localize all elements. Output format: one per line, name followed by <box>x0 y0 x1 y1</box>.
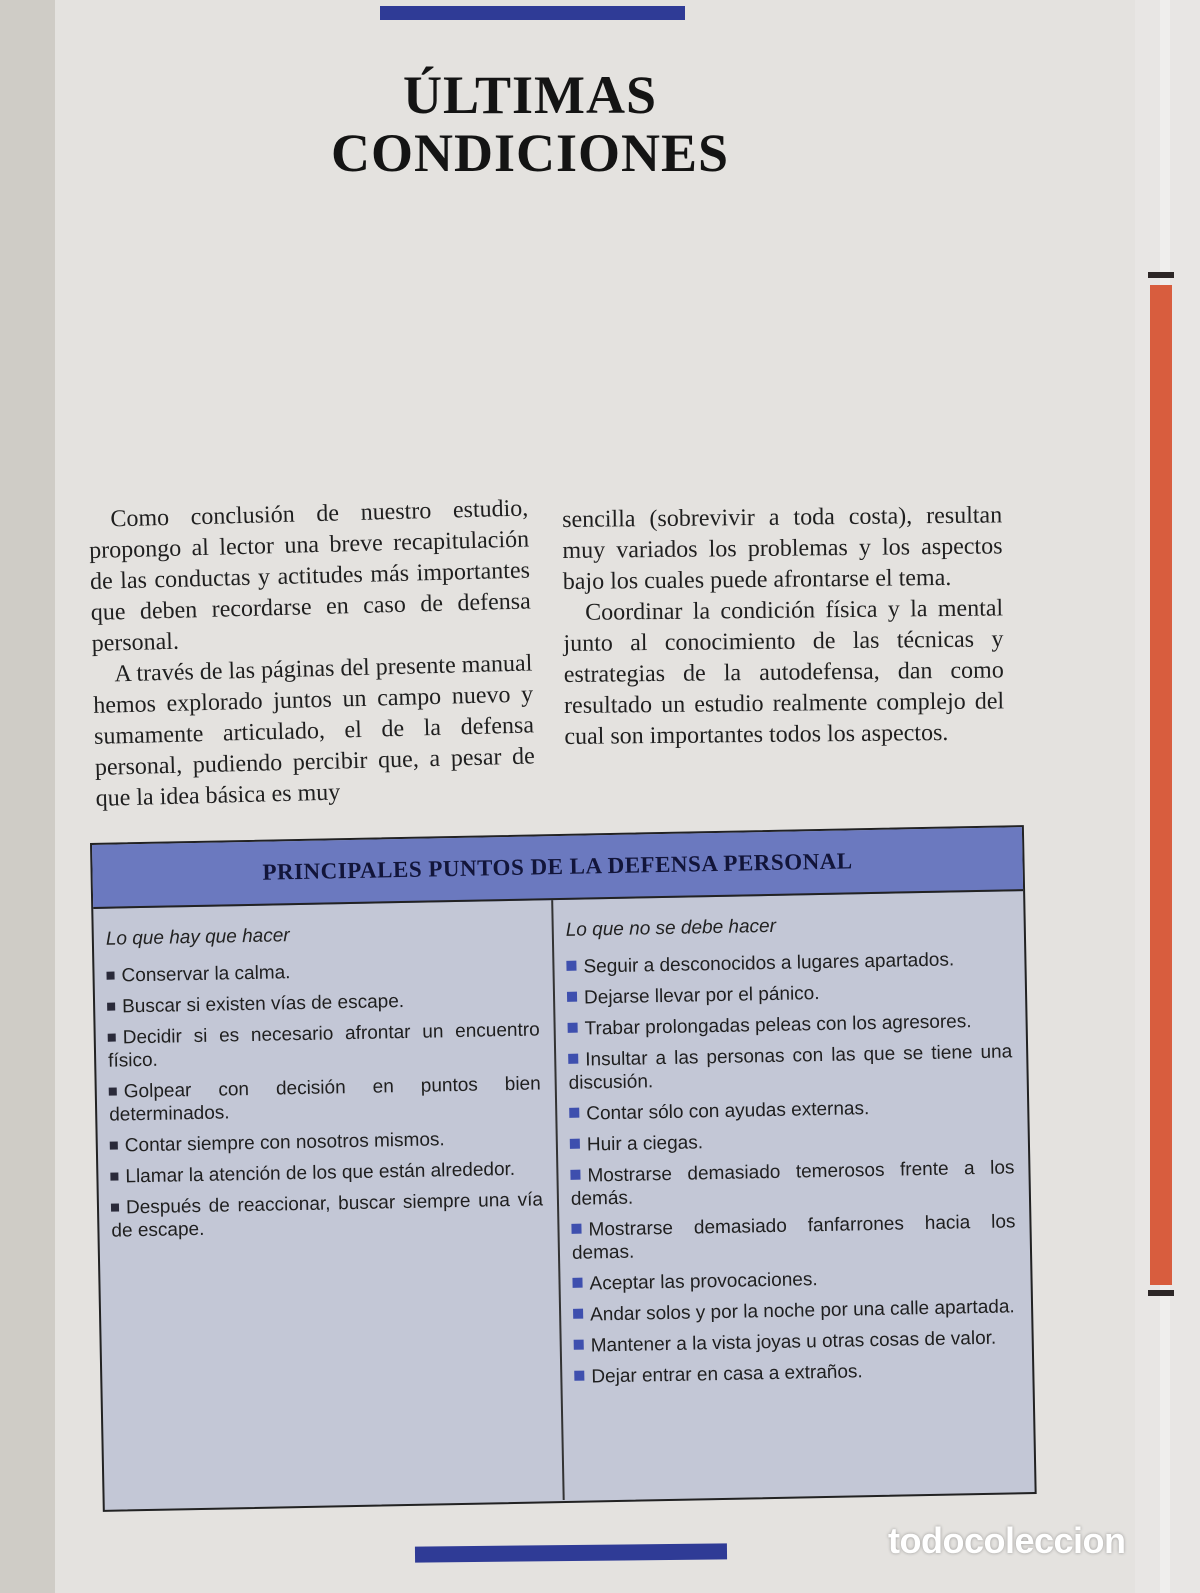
square-bullet-icon <box>574 1340 584 1350</box>
square-bullet-icon <box>566 961 576 971</box>
title-line-1: ÚLTIMAS <box>402 65 658 126</box>
square-bullet-icon <box>107 1003 115 1011</box>
list-item-text: Andar solos y por la noche por una calle apartada. <box>589 1296 1015 1326</box>
square-bullet-icon <box>109 1088 117 1096</box>
list-item-text: Contar siempre con nosotros mismos. <box>124 1129 445 1157</box>
side-tab <box>1150 285 1172 1285</box>
table-body <box>93 891 1034 1509</box>
key-points-table <box>90 825 1037 1512</box>
list-item-text: Aceptar las provocaciones. <box>589 1269 818 1295</box>
list-item <box>574 1326 1018 1358</box>
square-bullet-icon <box>569 1108 579 1118</box>
square-bullet-icon <box>570 1170 580 1180</box>
list-item <box>572 1264 1016 1296</box>
list-item-text: Después de reaccionar, buscar siempre una vía de escape. <box>111 1189 544 1242</box>
list-item-text: Mostrarse demasiado fanfarrones hacia los demas. <box>571 1211 1016 1264</box>
top-accent-bar <box>380 6 685 20</box>
list-item <box>109 1072 542 1126</box>
list-item-text: Seguir a desconocidos a lugares apartados. <box>583 949 955 978</box>
do-column-heading: Lo que hay que hacer <box>105 925 290 950</box>
side-tab-bottom-line <box>1148 1290 1174 1296</box>
list-item <box>111 1188 544 1242</box>
list-item <box>570 1125 1014 1157</box>
list-item <box>567 1009 1011 1041</box>
list-item-text: Huir a ciegas. <box>586 1132 704 1156</box>
list-item <box>573 1295 1017 1327</box>
list-item-text: Mantener a la vista joyas u otras cosas de valor. <box>590 1327 997 1357</box>
list-item <box>567 978 1011 1010</box>
list-item-text: Insultar a las personas con las que se tiene una discusión. <box>568 1041 1013 1094</box>
square-bullet-icon <box>108 1034 116 1042</box>
body-paragraph: sencilla (sobrevivir a toda costa), resultan muy variados los problemas y los aspectos bajo los cuales puede afrontarse el tema. <box>562 502 1003 595</box>
dont-list <box>566 947 1018 1388</box>
dont-column-heading: Lo que no se debe hacer <box>565 915 777 941</box>
dont-column <box>553 891 1034 1500</box>
list-item <box>570 1156 1015 1211</box>
body-paragraph: Coordinar la condición física y la mental junto al conocimiento de las técnicas y estrategias de la autodefensa, dan como resultado un estudio realmente complejo del cual son importantes todos los aspectos. <box>563 595 1005 750</box>
do-column <box>93 900 564 1509</box>
list-item <box>568 1040 1013 1095</box>
square-bullet-icon <box>568 1023 578 1033</box>
square-bullet-icon <box>568 1054 578 1064</box>
square-bullet-icon <box>574 1371 584 1381</box>
body-paragraph: Como conclusión de nuestro estudio, propongo al lector una breve recapitulación de las conductas y actitudes más importantes que deben recordarse en caso de defensa personal. <box>88 495 532 657</box>
square-bullet-icon <box>567 992 577 1002</box>
page-title <box>330 66 730 182</box>
list-item <box>107 987 539 1018</box>
list-item-text: Contar sólo con ayudas externas. <box>586 1098 870 1125</box>
list-item-text: Trabar prolongadas peleas con los agresores. <box>584 1011 972 1040</box>
square-bullet-icon <box>573 1309 583 1319</box>
table-title: PRINCIPALES PUNTOS DE LA DEFENSA PERSONAL <box>262 848 853 885</box>
list-item <box>574 1357 1018 1389</box>
square-bullet-icon <box>571 1224 581 1234</box>
list-item-text: Dejar entrar en casa a extraños. <box>591 1361 863 1388</box>
body-column-right <box>562 500 1005 753</box>
list-item-text: Conservar la calma. <box>121 962 291 987</box>
square-bullet-icon <box>110 1142 118 1150</box>
side-tab-top-line <box>1148 272 1174 278</box>
book-gutter <box>0 0 60 1593</box>
list-item <box>110 1157 542 1188</box>
body-column-left <box>88 493 536 814</box>
list-item-text: Decidir si es necesario afrontar un encuentro físico. <box>107 1019 540 1072</box>
list-item-text: Mostrarse demasiado temerosos frente a los demás. <box>570 1157 1015 1210</box>
square-bullet-icon <box>111 1204 119 1212</box>
list-item <box>106 956 538 987</box>
bottom-accent-bar <box>415 1543 727 1562</box>
body-paragraph: A través de las páginas del presente manual hemos explorado juntos un campo nuevo y sumamente articulado, el de la defensa personal, pudiendo percibir que, a pesar de que la idea básica es muy <box>92 650 536 812</box>
list-item-text: Buscar si existen vías de escape. <box>121 991 405 1018</box>
list-item <box>566 947 1010 979</box>
square-bullet-icon <box>110 1173 118 1181</box>
watermark-logo: todocoleccion <box>888 1520 1126 1561</box>
do-list <box>106 956 543 1242</box>
list-item-text: Llamar la atención de los que están alrededor. <box>125 1158 516 1188</box>
square-bullet-icon <box>570 1139 580 1149</box>
list-item-text: Dejarse llevar por el pánico. <box>583 983 820 1009</box>
list-item <box>110 1126 542 1157</box>
square-bullet-icon <box>106 972 114 980</box>
list-item <box>108 1018 541 1072</box>
title-line-2: CONDICIONES <box>330 123 730 184</box>
square-bullet-icon <box>572 1278 582 1288</box>
list-item-text: Golpear con decisión en puntos bien determinados. <box>109 1073 541 1126</box>
list-item <box>571 1210 1016 1265</box>
list-item <box>569 1094 1013 1126</box>
